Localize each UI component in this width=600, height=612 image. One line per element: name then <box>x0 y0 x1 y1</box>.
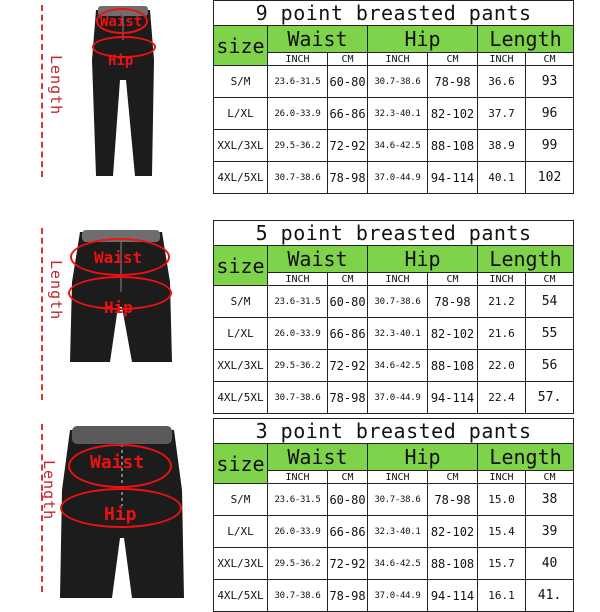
length-label: Length <box>40 460 58 521</box>
length-cm-cell: 99 <box>526 130 574 162</box>
waist-inch-cell: 30.7-38.6 <box>268 580 328 612</box>
unit-inch: INCH <box>268 53 328 66</box>
size-cell: L/XL <box>214 98 268 130</box>
unit-inch: INCH <box>368 471 428 484</box>
length-inch-cell: 36.6 <box>478 66 526 98</box>
waist-inch-cell: 23.6-31.5 <box>268 66 328 98</box>
waist-cm-cell: 66-86 <box>328 98 368 130</box>
panel-5-point <box>0 220 600 405</box>
waist-cm-cell: 60-80 <box>328 66 368 98</box>
hip-header: Hip <box>368 246 478 273</box>
waist-inch-cell: 29.5-36.2 <box>268 130 328 162</box>
table-row <box>214 98 574 130</box>
table-title: 5 point breasted pants <box>214 221 574 246</box>
table-row <box>214 548 574 580</box>
hip-cm-cell: 88-108 <box>428 130 478 162</box>
hip-cm-cell: 78-98 <box>428 66 478 98</box>
waist-cm-cell: 72-92 <box>328 350 368 382</box>
hip-inch-cell: 32.3-40.1 <box>368 318 428 350</box>
length-inch-cell: 22.4 <box>478 382 526 414</box>
hip-inch-cell: 34.6-42.5 <box>368 130 428 162</box>
waist-header: Waist <box>268 444 368 471</box>
length-inch-cell: 38.9 <box>478 130 526 162</box>
unit-cm: CM <box>328 53 368 66</box>
hip-header: Hip <box>368 26 478 53</box>
unit-cm: CM <box>428 273 478 286</box>
waist-inch-cell: 26.0-33.9 <box>268 98 328 130</box>
unit-cm: CM <box>526 273 574 286</box>
waist-cm-cell: 78-98 <box>328 580 368 612</box>
table-title: 3 point breasted pants <box>214 419 574 444</box>
hip-inch-cell: 32.3-40.1 <box>368 516 428 548</box>
table-row <box>214 350 574 382</box>
hip-inch-cell: 30.7-38.6 <box>368 286 428 318</box>
table-row <box>214 66 574 98</box>
length-cm-cell: 41. <box>526 580 574 612</box>
waist-cm-cell: 66-86 <box>328 516 368 548</box>
length-cm-cell: 39 <box>526 516 574 548</box>
unit-inch: INCH <box>268 471 328 484</box>
size-header: size <box>214 26 268 66</box>
table-row <box>214 286 574 318</box>
size-cell: 4XL/5XL <box>214 382 268 414</box>
unit-inch: INCH <box>478 53 526 66</box>
waist-inch-cell: 29.5-36.2 <box>268 548 328 580</box>
size-cell: XXL/3XL <box>214 548 268 580</box>
waist-inch-cell: 23.6-31.5 <box>268 484 328 516</box>
table-row <box>214 162 574 194</box>
length-header: Length <box>478 246 574 273</box>
unit-cm: CM <box>428 471 478 484</box>
hip-inch-cell: 34.6-42.5 <box>368 548 428 580</box>
length-inch-cell: 22.0 <box>478 350 526 382</box>
length-header: Length <box>478 444 574 471</box>
hip-cm-cell: 82-102 <box>428 516 478 548</box>
hip-inch-cell: 32.3-40.1 <box>368 98 428 130</box>
size-cell: 4XL/5XL <box>214 580 268 612</box>
table-row <box>214 580 574 612</box>
unit-cm: CM <box>428 53 478 66</box>
length-inch-cell: 15.7 <box>478 548 526 580</box>
size-cell: XXL/3XL <box>214 130 268 162</box>
knee-length-pants-figure <box>0 220 210 405</box>
length-cm-cell: 102 <box>526 162 574 194</box>
unit-inch: INCH <box>478 471 526 484</box>
waist-label: Waist <box>100 14 143 30</box>
length-inch-cell: 15.4 <box>478 516 526 548</box>
waist-cm-cell: 78-98 <box>328 382 368 414</box>
waist-header: Waist <box>268 246 368 273</box>
length-header: Length <box>478 26 574 53</box>
size-cell: L/XL <box>214 318 268 350</box>
size-cell: S/M <box>214 286 268 318</box>
unit-inch: INCH <box>368 53 428 66</box>
size-cell: S/M <box>214 66 268 98</box>
waist-inch-cell: 30.7-38.6 <box>268 382 328 414</box>
waist-inch-cell: 30.7-38.6 <box>268 162 328 194</box>
waist-cm-cell: 78-98 <box>328 162 368 194</box>
hip-label: Hip <box>104 504 137 525</box>
hip-inch-cell: 30.7-38.6 <box>368 66 428 98</box>
hip-cm-cell: 78-98 <box>428 286 478 318</box>
unit-cm: CM <box>328 471 368 484</box>
waist-cm-cell: 72-92 <box>328 130 368 162</box>
length-cm-cell: 93 <box>526 66 574 98</box>
waist-label: Waist <box>94 248 143 267</box>
length-inch-cell: 40.1 <box>478 162 526 194</box>
hip-inch-cell: 37.0-44.9 <box>368 382 428 414</box>
length-cm-cell: 38 <box>526 484 574 516</box>
hip-cm-cell: 94-114 <box>428 382 478 414</box>
hip-label: Hip <box>104 298 133 317</box>
table-row <box>214 130 574 162</box>
table-row <box>214 516 574 548</box>
table-row <box>214 484 574 516</box>
hip-cm-cell: 94-114 <box>428 162 478 194</box>
length-cm-cell: 57. <box>526 382 574 414</box>
length-cm-cell: 96 <box>526 98 574 130</box>
length-label: Length <box>47 55 65 116</box>
length-dashed-line <box>41 5 43 177</box>
unit-cm: CM <box>328 273 368 286</box>
length-inch-cell: 21.6 <box>478 318 526 350</box>
hip-label: Hip <box>108 53 134 69</box>
waist-cm-cell: 66-86 <box>328 318 368 350</box>
size-header: size <box>214 444 268 484</box>
hip-inch-cell: 37.0-44.9 <box>368 162 428 194</box>
length-cm-cell: 56 <box>526 350 574 382</box>
hip-cm-cell: 88-108 <box>428 350 478 382</box>
length-inch-cell: 37.7 <box>478 98 526 130</box>
unit-inch: INCH <box>478 273 526 286</box>
waist-inch-cell: 29.5-36.2 <box>268 350 328 382</box>
waist-cm-cell: 60-80 <box>328 286 368 318</box>
unit-inch: INCH <box>368 273 428 286</box>
hip-inch-cell: 30.7-38.6 <box>368 484 428 516</box>
hip-cm-cell: 88-108 <box>428 548 478 580</box>
size-table-5-point <box>213 220 574 414</box>
hip-cm-cell: 82-102 <box>428 98 478 130</box>
panel-3-point <box>0 418 600 603</box>
length-cm-cell: 55 <box>526 318 574 350</box>
length-inch-cell: 15.0 <box>478 484 526 516</box>
table-row <box>214 382 574 414</box>
waist-inch-cell: 26.0-33.9 <box>268 318 328 350</box>
length-label: Length <box>47 260 65 321</box>
table-title: 9 point breasted pants <box>214 1 574 26</box>
panel-9-point <box>0 0 600 185</box>
hip-inch-cell: 37.0-44.9 <box>368 580 428 612</box>
waist-label: Waist <box>90 452 145 473</box>
hip-header: Hip <box>368 444 478 471</box>
hip-cm-cell: 82-102 <box>428 318 478 350</box>
size-table-3-point <box>213 418 574 612</box>
length-cm-cell: 40 <box>526 548 574 580</box>
size-cell: L/XL <box>214 516 268 548</box>
unit-cm: CM <box>526 471 574 484</box>
size-header: size <box>214 246 268 286</box>
waist-cm-cell: 60-80 <box>328 484 368 516</box>
length-cm-cell: 54 <box>526 286 574 318</box>
waist-inch-cell: 23.6-31.5 <box>268 286 328 318</box>
waist-cm-cell: 72-92 <box>328 548 368 580</box>
length-dashed-line <box>41 228 43 400</box>
hip-cm-cell: 94-114 <box>428 580 478 612</box>
waist-header: Waist <box>268 26 368 53</box>
unit-inch: INCH <box>268 273 328 286</box>
hip-inch-cell: 34.6-42.5 <box>368 350 428 382</box>
table-row <box>214 318 574 350</box>
size-cell: 4XL/5XL <box>214 162 268 194</box>
short-pants-figure <box>0 418 210 600</box>
full-length-pants-figure <box>0 0 210 185</box>
length-inch-cell: 16.1 <box>478 580 526 612</box>
length-inch-cell: 21.2 <box>478 286 526 318</box>
size-cell: XXL/3XL <box>214 350 268 382</box>
hip-cm-cell: 78-98 <box>428 484 478 516</box>
size-table-9-point <box>213 0 574 194</box>
size-cell: S/M <box>214 484 268 516</box>
unit-cm: CM <box>526 53 574 66</box>
waist-inch-cell: 26.0-33.9 <box>268 516 328 548</box>
